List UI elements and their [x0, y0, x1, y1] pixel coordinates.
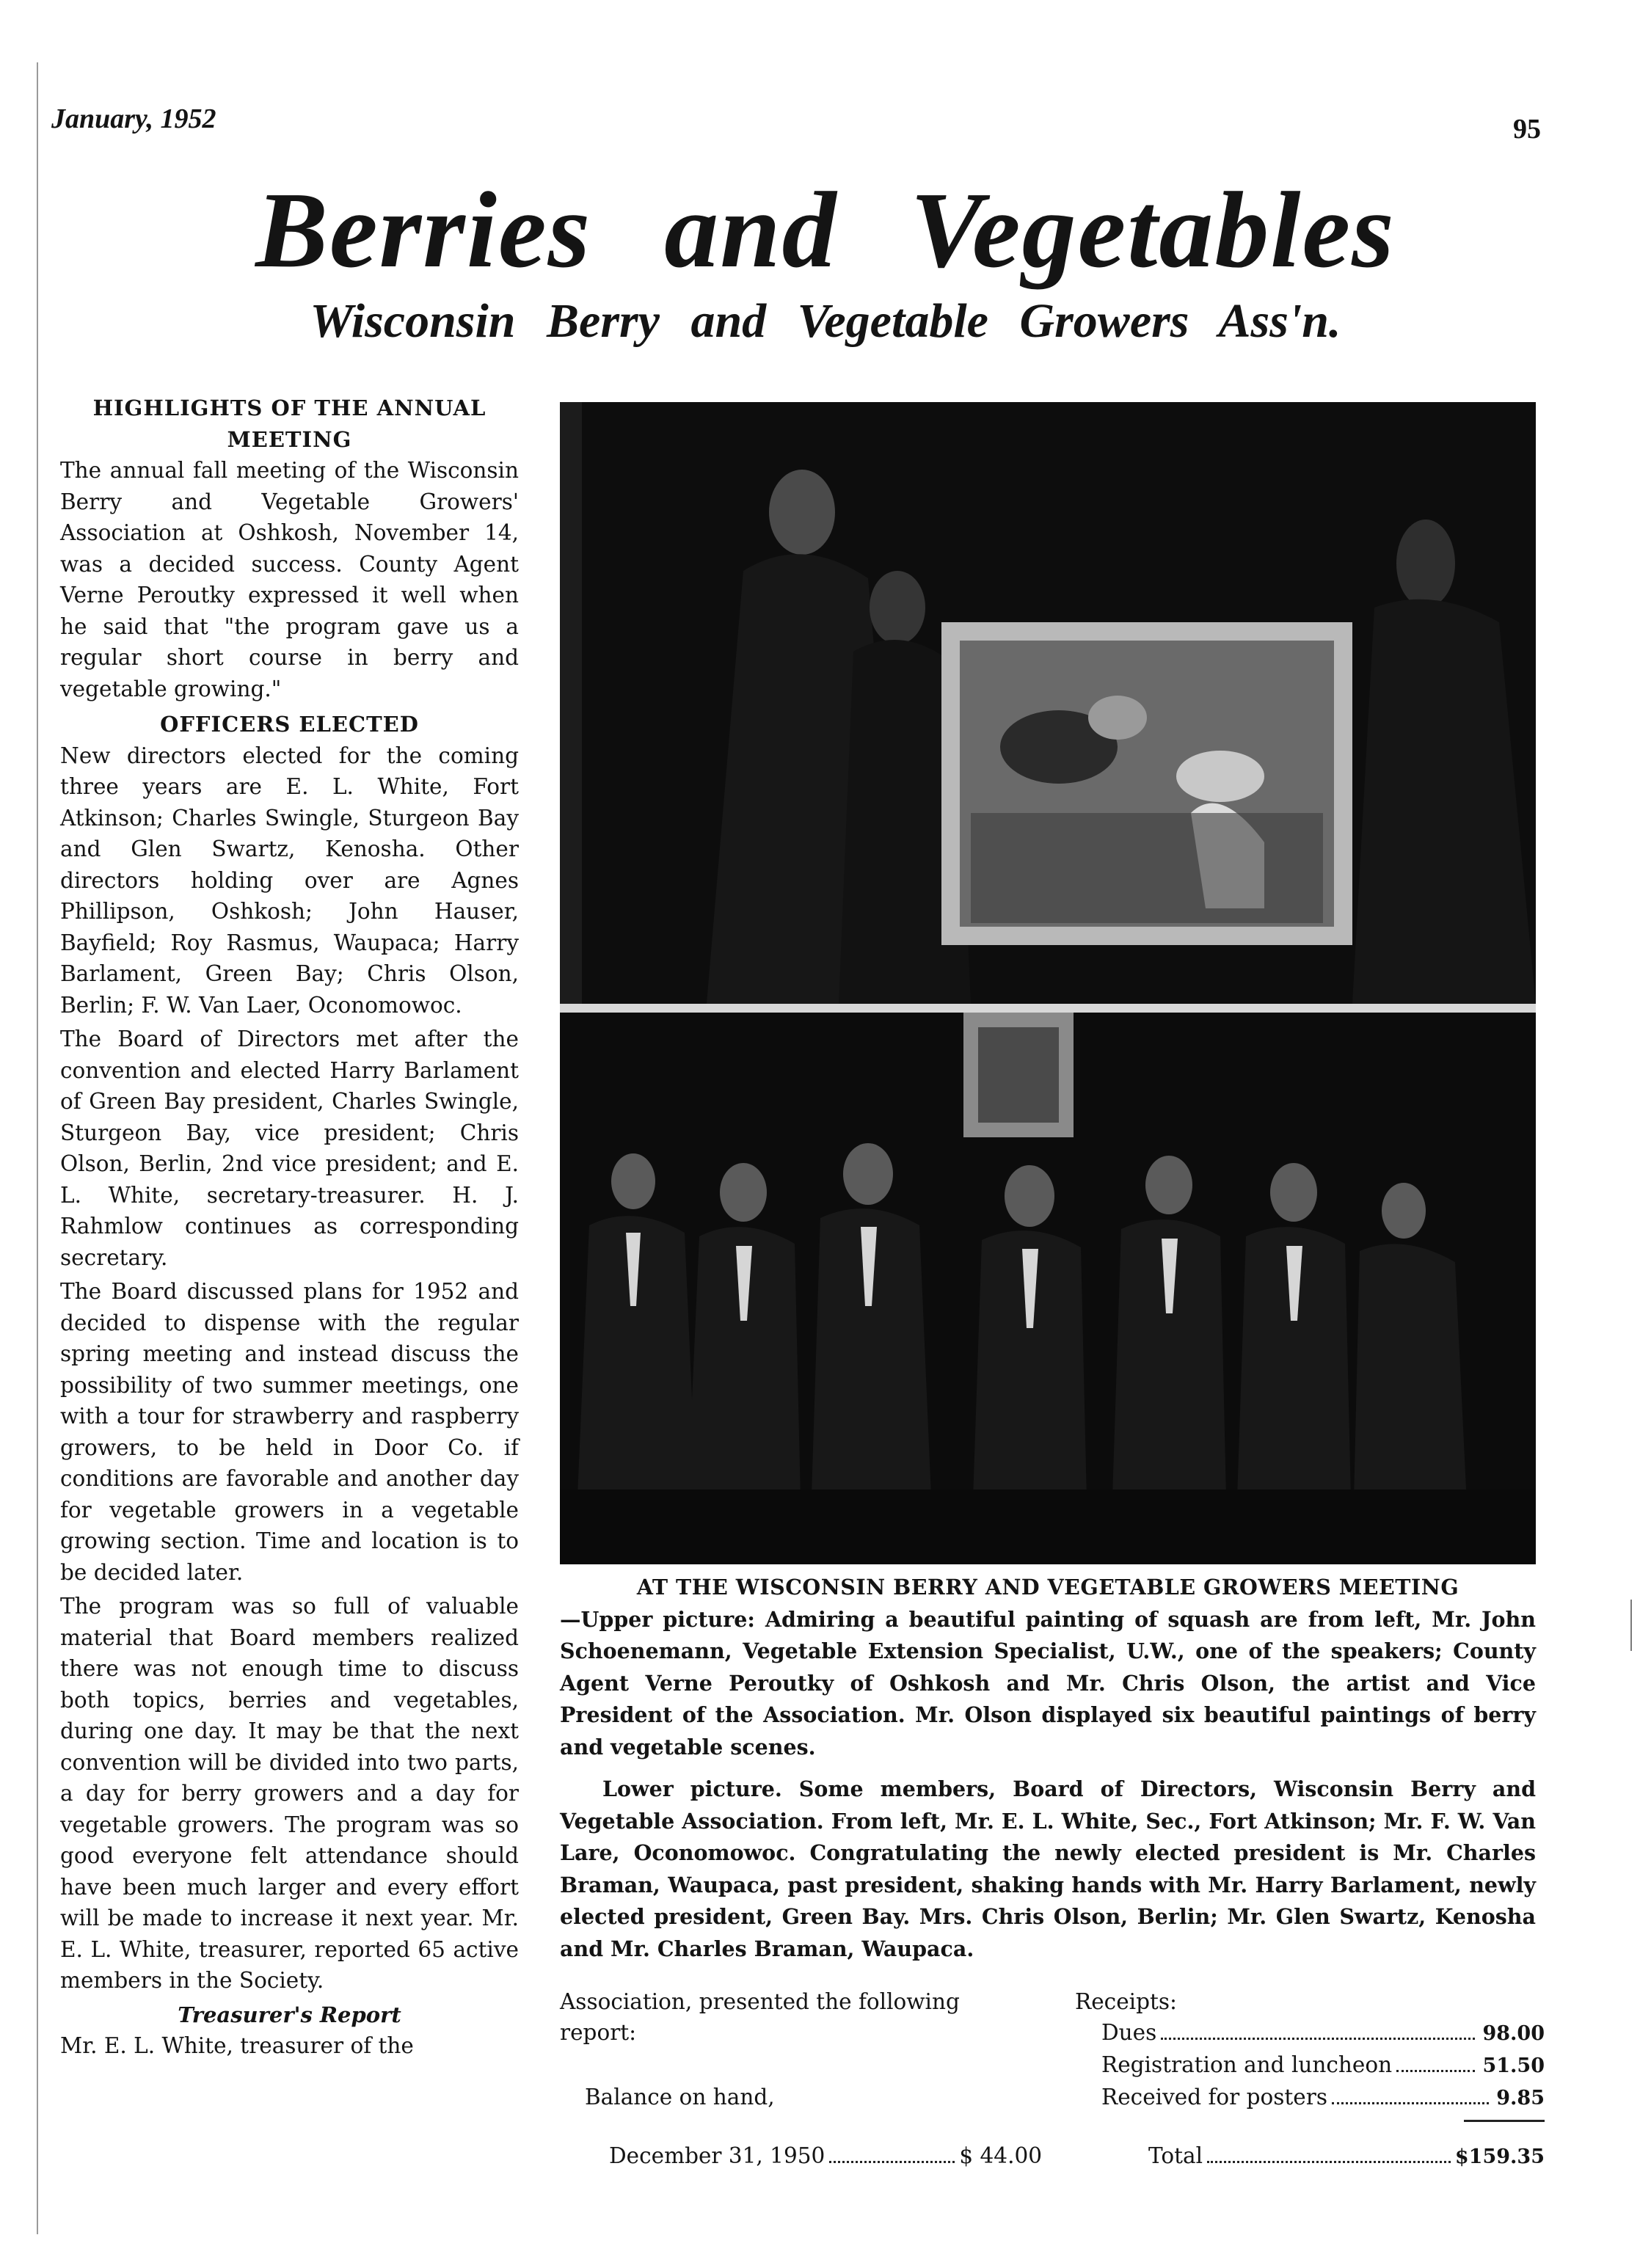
report-intro-line-2: report:: [560, 2020, 637, 2045]
total-row: [1148, 2143, 1545, 2168]
article-left-column: [60, 393, 519, 2062]
upper-photo: [560, 402, 1536, 1004]
balance-amount: $ 44.00: [959, 2143, 1042, 2168]
paragraph-treasurer: Mr. E. L. White, treasurer of the: [60, 2033, 414, 2058]
caption-lower-picture: Lower picture. Some members, Board of Directors, Wisconsin Berry and Vegetable Association. From left, Mr. E. L. White, Sec., Fort Atkinson; Mr. F. W. Van Lare, Oconomowoc. Congratulating the newly elected president is Mr. Charles Braman, Waupaca, past president, shaking hands with Mr. Harry Barlament, newly elected president, Green Bay. Mrs. Chris Olson, Berlin; Mr. Glen Swartz, Kenosha and Mr. Charles Braman, Waupaca.: [560, 1776, 1536, 1961]
receipt-amount: 51.50: [1482, 2054, 1545, 2077]
heading-officers-elected: OFFICERS ELECTED: [160, 712, 419, 737]
total-label: Total: [1148, 2143, 1203, 2168]
photo-caption: [560, 1572, 1536, 1965]
balance-date: December 31, 1950: [609, 2143, 826, 2168]
dot-leader: [1332, 2102, 1489, 2104]
paragraph-summer-meetings: The Board discussed plans for 1952 and decided to dispense with the regular spring meeting and instead discuss the possibility of two summer meetings, one with a tour for strawberry and raspberry growers, to be held in Door Co. if conditions are favorable and another day for vegetable growers in a vegetable growing section. Time and location is to be decided later.: [60, 1279, 519, 1585]
running-head: [51, 103, 1541, 145]
margin-mark: [1630, 1600, 1632, 1651]
report-intro: [560, 1986, 1044, 2048]
receipt-label: Registration and luncheon: [1101, 2052, 1393, 2077]
heading-highlights: HIGHLIGHTS OF THE ANNUAL MEETING: [92, 395, 486, 452]
paragraph-new-directors: New directors elected for the coming three years are E. L. White, Fort Atkinson; Charles Swingle, Sturgeon Bay and Glen Swartz, Kenosha. Other directors holding over are Agnes Phillipson, Oshkosh; John Hauser, Bayfield; Roy Rasmus, Waupaca; Harry Barlament, Green Bay; Chris Olson, Berlin; F. W. Van Laer, Oconomowoc.: [60, 743, 519, 1018]
receipts-heading: Receipts:: [1075, 1989, 1177, 2014]
report-intro-line-1: Association, presented the following: [560, 1989, 960, 2014]
balance-row: [609, 2143, 1042, 2168]
caption-upper-picture: —Upper picture: Admiring a beautiful painting of squash are from left, Mr. John Schoenemann, Vegetable Extension Specialist, U.W., one of the speakers; County Agent Verne Peroutky of Oshkosh and Mr. Chris Olson, the artist and Vice President of the Association. Mr. Olson displayed six beautiful paintings of berry and vegetable scenes.: [560, 1606, 1536, 1760]
balance-label: Balance on hand,: [585, 2085, 775, 2110]
paragraph-board-election: The Board of Directors met after the convention and elected Harry Barlament of Green Bay president, Charles Swingle, Sturgeon Bay, vice president; Chris Olson, Berlin, 2nd vice president; and E. L. White, secretary-treasurer. H. J. Rahmlow continues as corresponding secretary.: [60, 1027, 519, 1270]
dot-leader: [1396, 2070, 1475, 2072]
page-edge-rule: [37, 62, 38, 2234]
dot-leader: [829, 2161, 955, 2163]
paragraph-highlights: The annual fall meeting of the Wisconsin Berry and Vegetable Growers' Association at Oshkosh, November 14, was a decided success. County Agent Verne Peroutky expressed it well when he said that "the program gave us a regular short course in berry and vegetable growing.": [60, 458, 519, 701]
paragraph-program: The program was so full of valuable material that Board members realized there was not enough time to discuss both topics, berries and vegetables, during one day. It may be that the next convention will be divided into two parts, a day for berry growers and a day for vegetable growers. The program was so good everyone felt attendance should have been much larger and every effort will be made to increase it next year. Mr. E. L. White, treasurer, reported 65 active members in the Society.: [60, 1594, 519, 1993]
page-number: 95: [1513, 114, 1541, 145]
photo-separator: [560, 1004, 1536, 1013]
page-subtitle: Wisconsin Berry and Vegetable Growers Ass'n.: [310, 294, 1341, 348]
heading-treasurers-report: Treasurer's Report: [178, 2002, 401, 2027]
receipt-amount: 9.85: [1496, 2087, 1545, 2110]
lower-photo: [560, 1013, 1536, 1564]
sum-rule: [1464, 2120, 1545, 2122]
receipt-row: [1075, 2082, 1545, 2114]
receipt-amount: 98.00: [1482, 2022, 1545, 2045]
caption-heading: AT THE WISCONSIN BERRY AND VEGETABLE GROWERS MEETING: [636, 1575, 1459, 1600]
receipts-table: [1075, 1986, 1545, 2122]
dot-leader: [1161, 2038, 1475, 2040]
page-title: Berries and Vegetables: [255, 170, 1396, 291]
receipt-label: Dues: [1101, 2020, 1157, 2045]
issue-date: January, 1952: [51, 103, 216, 134]
total-amount: $159.35: [1454, 2145, 1545, 2168]
dot-leader: [1207, 2161, 1451, 2163]
receipt-label: Received for posters: [1101, 2085, 1327, 2110]
receipt-row: [1075, 2017, 1545, 2049]
receipt-row: [1075, 2049, 1545, 2082]
